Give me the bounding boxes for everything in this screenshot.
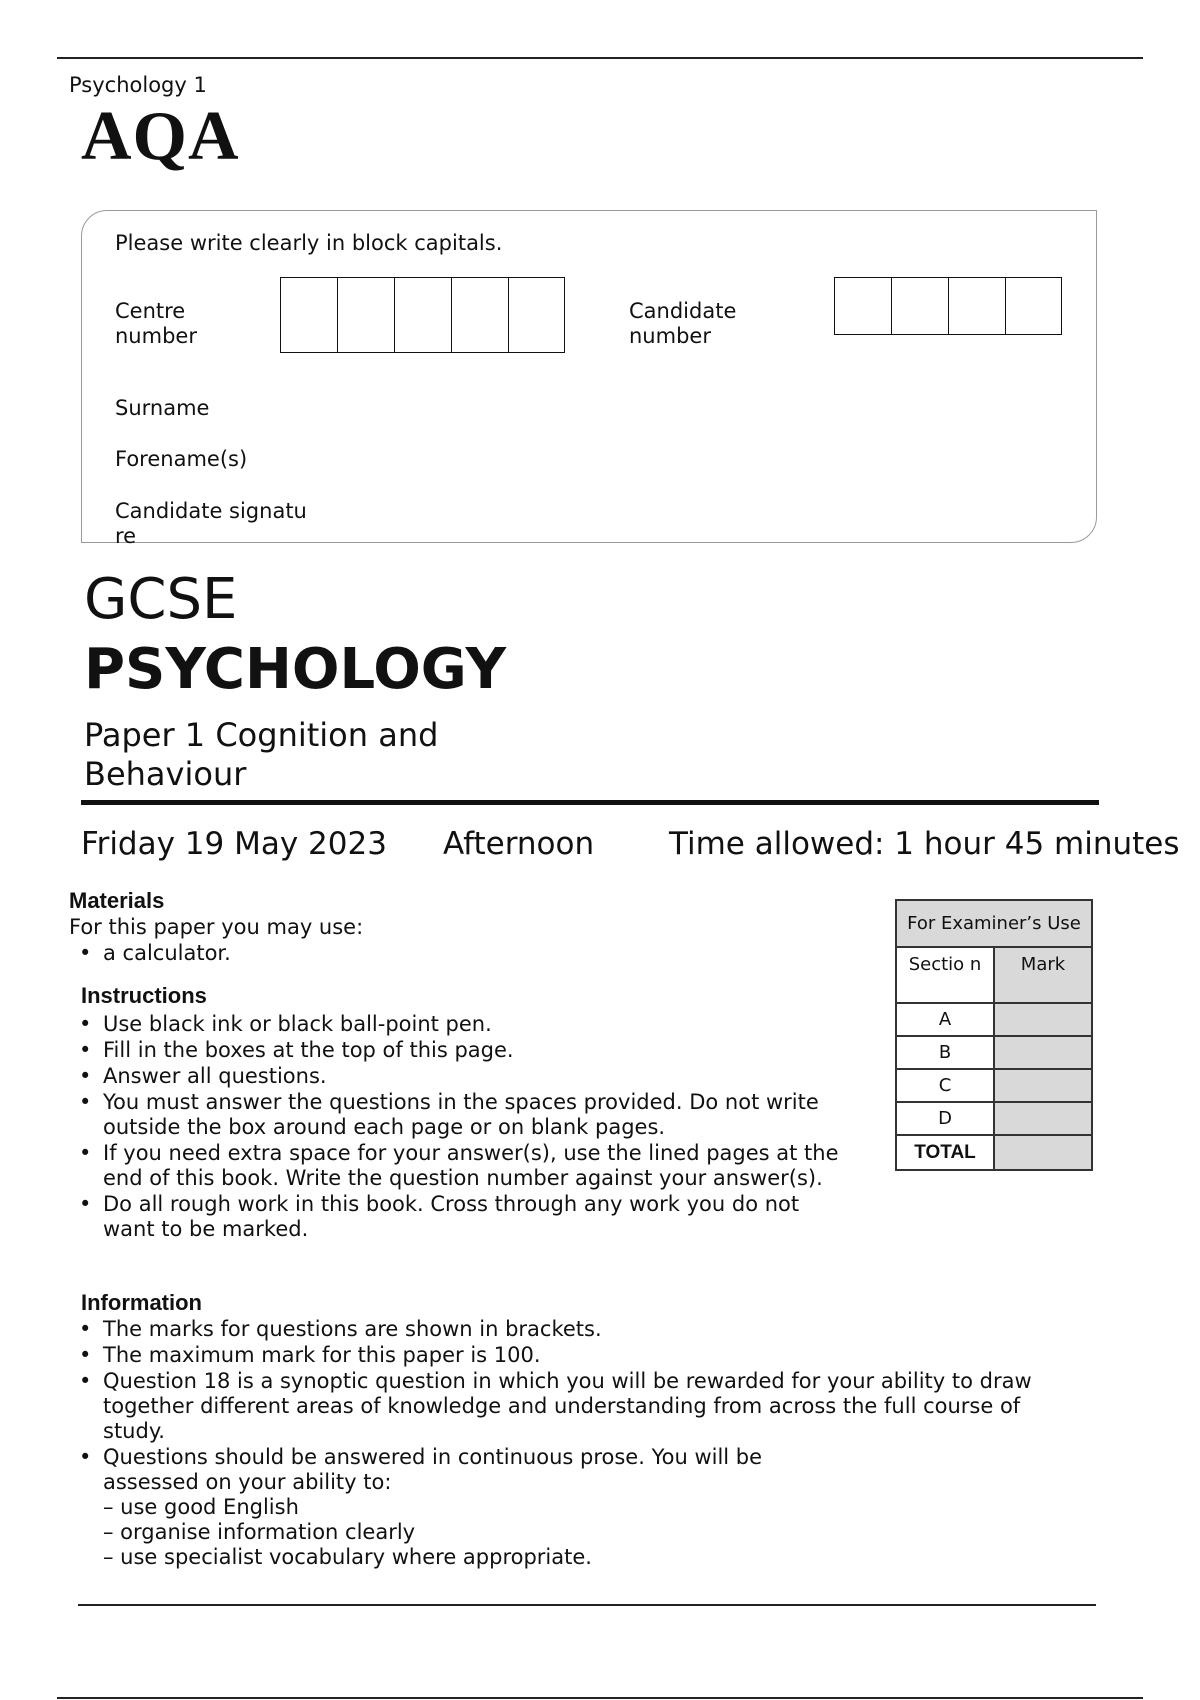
materials-list — [69, 941, 769, 966]
information-list — [69, 1317, 1049, 1571]
centre-number-digit-box[interactable] — [337, 277, 394, 353]
list-item: • The maximum mark for this paper is 100. — [69, 1343, 1049, 1368]
centre-number-boxes — [280, 277, 565, 353]
surname-label: Surname — [115, 396, 210, 420]
list-item: • Fill in the boxes at the top of this page. — [69, 1038, 869, 1063]
centre-number-digit-box[interactable] — [451, 277, 508, 353]
exam-session: Afternoon — [443, 826, 595, 862]
candidate-signature-label: Candidate signatu re — [115, 499, 361, 548]
candidate-number-boxes — [834, 277, 1062, 335]
candidate-number-digit-box[interactable] — [834, 277, 891, 335]
block-capitals-instruction: Please write clearly in block capitals. — [115, 231, 503, 255]
top-rule — [57, 57, 1143, 59]
total-label: TOTAL — [896, 1135, 994, 1170]
list-item: • If you need extra space for your answer(s), use the lined pages at the end of this book. Write the question number against your answer(s). — [69, 1141, 863, 1191]
subject-title: PSYCHOLOGY — [84, 637, 507, 702]
time-allowed: Time allowed: 1 hour 45 minutes — [669, 826, 1180, 862]
candidate-number-label: Candidate number — [629, 299, 737, 348]
mark-cell — [994, 1069, 1092, 1102]
list-item: • Do all rough work in this book. Cross through any work you do not want to be marked. — [69, 1192, 821, 1242]
examiner-table-title: For Examiner’s Use — [896, 900, 1092, 947]
materials-intro: For this paper you may use: — [69, 915, 364, 939]
mark-column-header: Mark — [994, 947, 1092, 1003]
title-divider — [81, 800, 1099, 805]
candidate-number-digit-box[interactable] — [1005, 277, 1062, 335]
section-cell: C — [896, 1069, 994, 1102]
examiner-use-table — [895, 899, 1093, 1171]
section-cell: B — [896, 1036, 994, 1069]
bottom-content-rule — [78, 1604, 1096, 1606]
sub-list-item: – use good English — [103, 1495, 299, 1519]
sub-list-item: – organise information clearly — [103, 1520, 416, 1544]
paper-title: Paper 1 Cognition and Behaviour — [84, 716, 439, 793]
instructions-heading: Instructions — [81, 983, 207, 1008]
header-label: Psychology 1 — [69, 73, 207, 97]
information-heading: Information — [81, 1290, 202, 1315]
instructions-list — [69, 1012, 869, 1243]
centre-number-digit-box[interactable] — [508, 277, 565, 353]
section-cell: A — [896, 1003, 994, 1036]
list-item — [69, 1445, 821, 1570]
sub-list-item: – use specialist vocabulary where appropriate. — [103, 1545, 592, 1569]
candidate-number-digit-box[interactable] — [948, 277, 1005, 335]
qualification-title: GCSE — [84, 567, 238, 632]
aqa-logo: AQA — [81, 98, 240, 175]
centre-number-digit-box[interactable] — [394, 277, 451, 353]
list-item: • Question 18 is a synoptic question in which you will be rewarded for your ability to draw together different areas of knowledge and understanding from across the full course of study. — [69, 1369, 1049, 1444]
candidate-number-digit-box[interactable] — [891, 277, 948, 335]
centre-number-digit-box[interactable] — [280, 277, 337, 353]
section-cell: D — [896, 1102, 994, 1135]
mark-cell — [994, 1102, 1092, 1135]
list-item: • Use black ink or black ball-point pen. — [69, 1012, 869, 1037]
candidate-details-box — [81, 210, 1097, 543]
mark-cell — [994, 1003, 1092, 1036]
exam-date: Friday 19 May 2023 — [81, 826, 387, 862]
page-bottom-rule — [57, 1697, 1143, 1699]
total-mark-cell — [994, 1135, 1092, 1170]
materials-heading: Materials — [69, 888, 165, 913]
centre-number-label: Centre number — [115, 299, 197, 348]
list-item: • The marks for questions are shown in brackets. — [69, 1317, 1049, 1342]
list-item: • You must answer the questions in the spaces provided. Do not write outside the box around each page or on blank pages. — [69, 1090, 821, 1140]
section-column-header: Sectio n — [896, 947, 994, 1003]
list-item: • a calculator. — [69, 941, 769, 966]
list-item-text: Questions should be answered in continuous prose. You will be assessed on your ability to: — [103, 1445, 763, 1494]
forenames-label: Forename(s) — [115, 447, 248, 471]
mark-cell — [994, 1036, 1092, 1069]
list-item: • Answer all questions. — [69, 1064, 869, 1089]
